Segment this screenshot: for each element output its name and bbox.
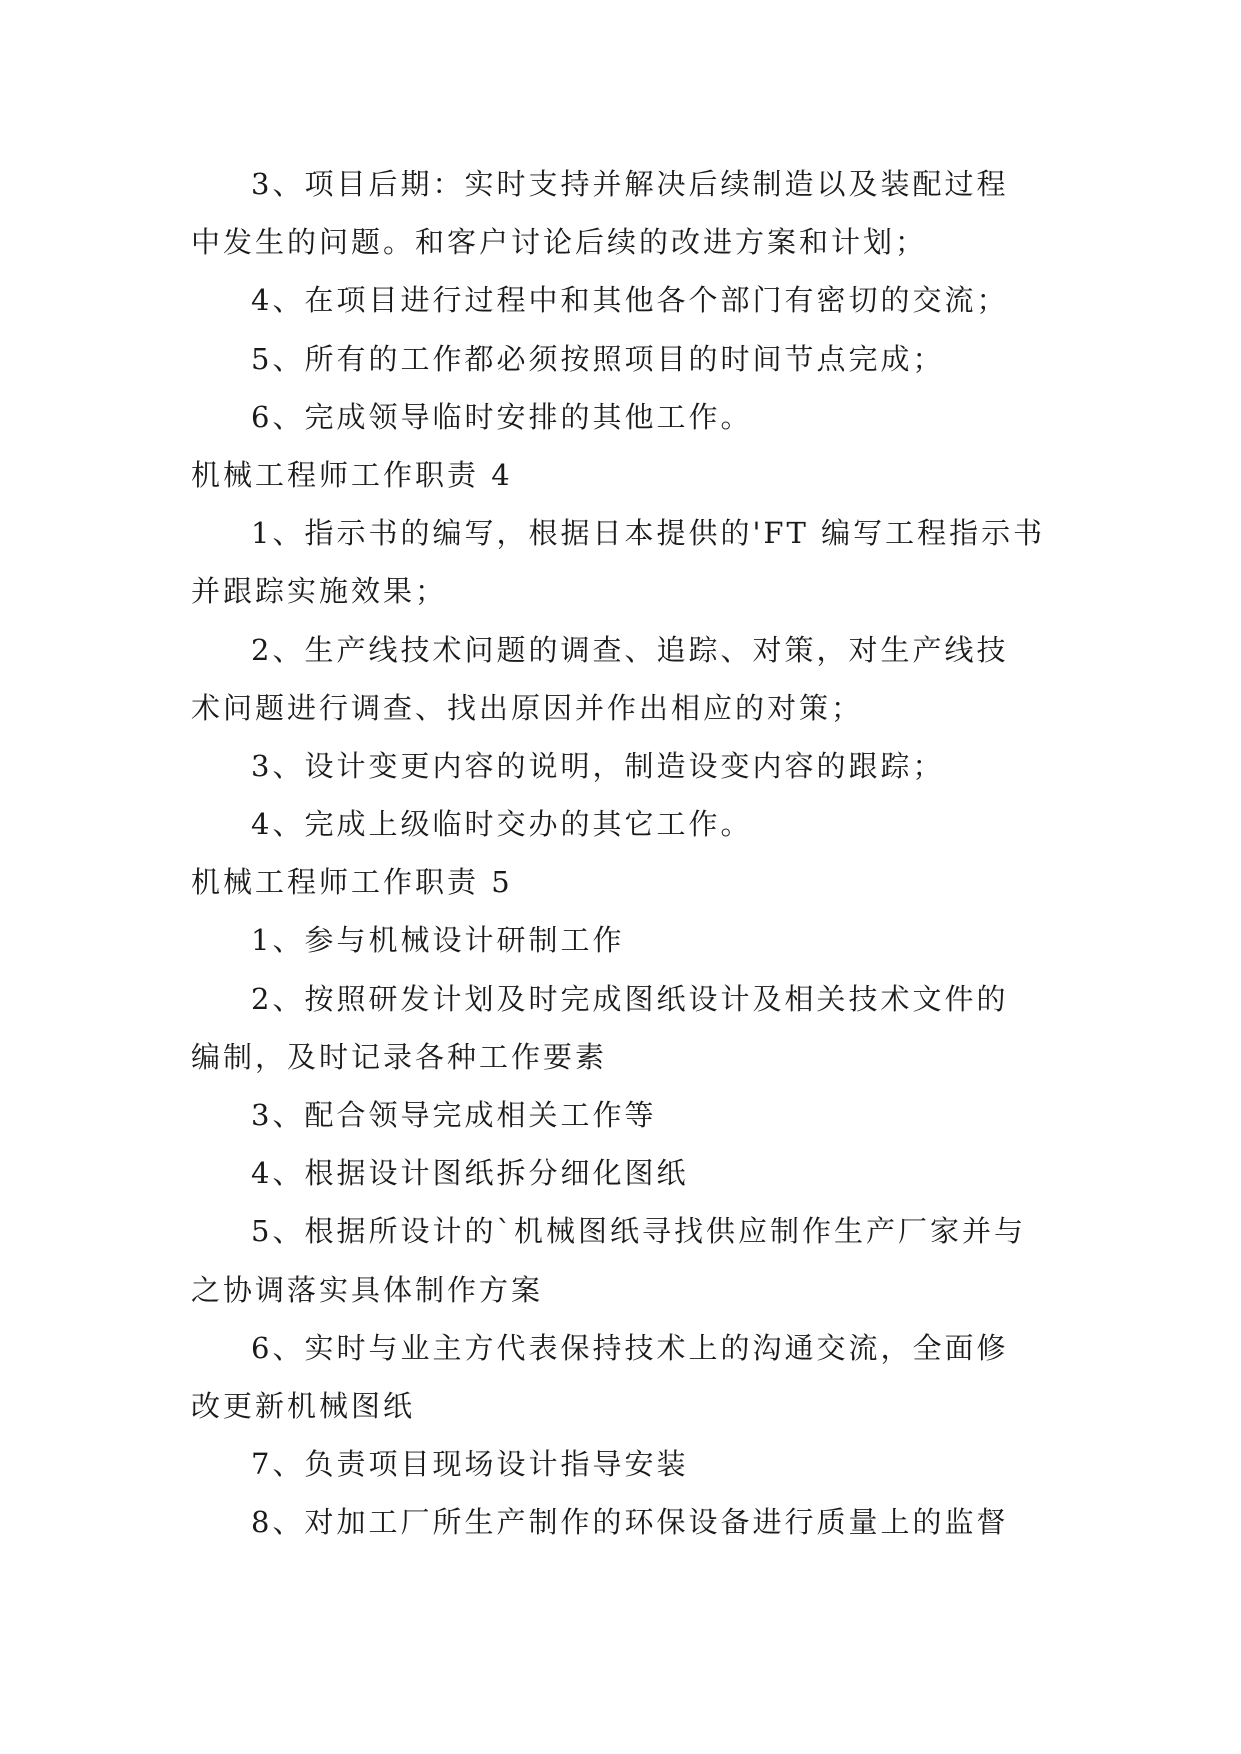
text-line: 6、完成领导临时安排的其他工作。 <box>251 399 753 434</box>
text-line: 5、根据所设计的`机械图纸寻找供应制作生产厂家并与 <box>251 1214 1026 1249</box>
text-line: 改更新机械图纸 <box>191 1388 416 1423</box>
text-line: 3、配合领导完成相关工作等 <box>251 1098 657 1132</box>
section-heading: 机械工程师工作职责 5 <box>191 865 513 900</box>
text-line: 术问题进行调查、找出原因并作出相应的对策； <box>191 690 864 725</box>
text-line: 并跟踪实施效果； <box>191 574 448 609</box>
document-body <box>191 155 1051 1552</box>
text-line: 中发生的问题。和客户讨论后续的改进方案和计划； <box>191 225 928 260</box>
text-line: 4、完成上级临时交办的其它工作。 <box>251 807 753 842</box>
text-line: 5、所有的工作都必须按照项目的时间节点完成； <box>251 341 945 376</box>
text-line: 4、根据设计图纸拆分细化图纸 <box>251 1156 689 1191</box>
text-line: 4、在项目进行过程中和其他各个部门有密切的交流； <box>251 283 1009 318</box>
text-line: 编制，及时记录各种工作要素 <box>191 1039 608 1074</box>
text-line: 3、项目后期：实时支持并解决后续制造以及装配过程 <box>251 167 1009 201</box>
text-line: 之协调落实具体制作方案 <box>191 1272 544 1307</box>
text-line: 8、对加工厂所生产制作的环保设备进行质量上的监督 <box>251 1505 1009 1540</box>
text-line: 2、生产线技术问题的调查、追踪、对策，对生产线技 <box>251 632 1009 667</box>
text-line: 1、参与机械设计研制工作 <box>251 923 625 958</box>
text-line: 1、指示书的编写，根据日本提供的'FT 编写工程指示书 <box>251 516 1046 551</box>
text-line: 6、实时与业主方代表保持技术上的沟通交流，全面修 <box>251 1330 1009 1365</box>
text-line: 7、负责项目现场设计指导安装 <box>251 1447 689 1482</box>
text-line: 3、设计变更内容的说明，制造设变内容的跟踪； <box>251 748 945 783</box>
text-line: 2、按照研发计划及时完成图纸设计及相关技术文件的 <box>251 981 1009 1016</box>
section-heading: 机械工程师工作职责 4 <box>191 457 513 492</box>
